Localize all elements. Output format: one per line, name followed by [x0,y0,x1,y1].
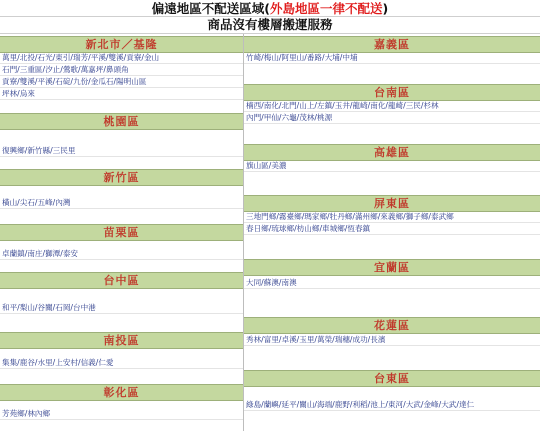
region-line: 萬里/北投/石光/東引/瑞芳/平溪/雙溪/貢寮/金山 [0,52,243,64]
region-content [0,408,243,420]
region-content [0,197,243,209]
region-content [0,145,243,157]
region-line: 大同/蘇澳/南澳 [244,277,540,289]
region-content [0,302,243,314]
region-line: 坪林/烏來 [0,88,243,100]
region-content [0,52,243,100]
right-column [244,34,540,431]
sheet-title [0,1,540,16]
title-main: 偏遠地區不配送區域( [151,1,270,16]
region-header: 台中區 [0,272,243,289]
region-line: 和平/梨山/谷關/石岡/台中港 [0,302,243,314]
region-content [244,277,540,289]
region-content [244,100,540,124]
region-header: 南投區 [0,332,243,349]
region-content [0,357,243,369]
region-line: 竹崎/梅山/阿里山/番路/大埔/中埔 [244,52,540,64]
region-line: 綠島/蘭嶼/延平/關山/海端/鹿野/利稻/池上/東河/大武/金峰/大武/達仁 [244,399,540,411]
region-line: 復興鄉/新竹縣/三民里 [0,145,243,157]
region-content [244,52,540,64]
region-line: 秀林/富里/卓溪/玉里/萬榮/瑞穗/成功/長濱 [244,334,540,346]
region-header: 桃園區 [0,113,243,130]
region-line: 春日鄉/琉球鄉/枋山鄉/車城鄉/恆春鎮 [244,223,540,235]
region-header: 花蓮區 [244,317,540,334]
region-header: 苗栗區 [0,224,243,241]
sheet-subtitle: 商品沒有樓層搬運服務 [0,16,540,34]
region-header: 台南區 [244,84,540,101]
region-line: 石門/三重區/汐止/鶯歌/萬嘉坪/鼻頭角 [0,64,243,76]
region-line: 芳苑鄉/林內鄉 [0,408,243,420]
region-header: 彰化區 [0,384,243,401]
region-line: 楠西/南化/北門/山上/左鎮/玉井/龍崎/南化/龍崎/三民/杉林 [244,100,540,112]
region-content [244,334,540,346]
title-red-note: 外島地區一律不配送 [269,1,383,16]
region-header: 高雄區 [244,144,540,161]
region-header: 屏東區 [244,195,540,212]
title-close: ) [382,1,389,16]
region-header: 新北市／基隆 [0,36,243,53]
region-content [0,248,243,260]
region-line: 內門/甲仙/六龜/茂林/桃源 [244,112,540,124]
left-column [0,34,244,431]
region-line: 卓蘭鎮/南庄/獅潭/泰安 [0,248,243,260]
region-line: 貢寮/雙溪/平溪/石碇/九份/金瓜石/陽明山區 [0,76,243,88]
region-header: 宜蘭區 [244,259,540,276]
region-header: 新竹區 [0,169,243,186]
region-line: 三地門鄉/霧臺鄉/瑪家鄉/牡丹鄉/滿州鄉/來義鄉/獅子鄉/泰武鄉 [244,211,540,223]
region-line: 旗山區/美濃 [244,160,540,172]
region-header: 嘉義區 [244,36,540,53]
region-content [244,399,540,411]
region-line: 橫山/尖石/五峰/內灣 [0,197,243,209]
region-header: 台東區 [244,370,540,387]
region-content [244,160,540,172]
region-content [244,211,540,235]
region-line: 集集/鹿谷/水里/上安村/信義/仁愛 [0,357,243,369]
